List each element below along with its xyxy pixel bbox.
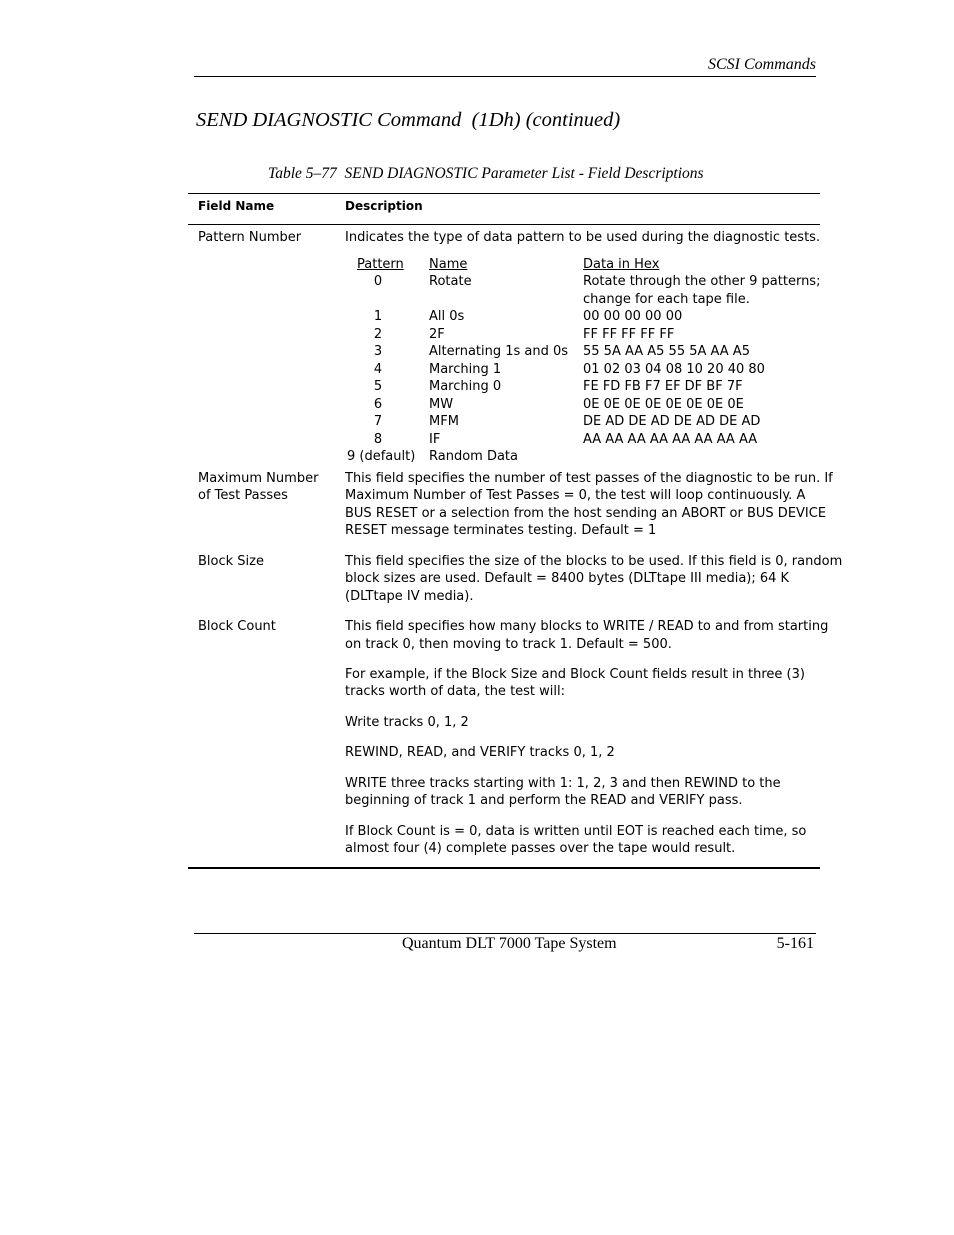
field-block-count: Block Count: [198, 619, 276, 634]
pattern-row-0-number: 0: [373, 274, 383, 289]
pattern-row-1-number: 1: [373, 309, 383, 324]
block-count-p6-line1: If Block Count is = 0, data is written until EOT is reached each time, so: [345, 824, 807, 839]
pattern-row-3-hex: 55 5A AA A5 55 5A AA A5: [583, 344, 750, 359]
pattern-row-6-name: MW: [429, 397, 454, 412]
running-header: SCSI Commands: [707, 56, 816, 73]
column-header-description: Description: [345, 199, 423, 213]
block-count-p4: REWIND, READ, and VERIFY tracks 0, 1, 2: [345, 745, 615, 760]
pattern-row-2-hex: FF FF FF FF FF: [583, 327, 675, 342]
block-count-p1-line1: This field specifies how many blocks to WRITE / READ to and from starting: [345, 619, 829, 634]
pattern-row-8-name: IF: [429, 432, 441, 447]
max-passes-desc-line2: Maximum Number of Test Passes = 0, the test will loop continuously. A: [345, 488, 806, 503]
table-bottom-rule: [188, 867, 820, 869]
subheader-pattern: Pattern: [357, 257, 404, 272]
subheader-data-in-hex: Data in Hex: [583, 257, 660, 272]
field-block-size: Block Size: [198, 554, 264, 569]
pattern-row-5-hex: FE FD FB F7 EF DF BF 7F: [583, 379, 743, 394]
block-count-p2-line2: tracks worth of data, the test will:: [345, 684, 566, 699]
section-title: SEND DIAGNOSTIC Command (1Dh) (continued): [196, 109, 621, 131]
block-count-p5-line2: beginning of track 1 and perform the READ and VERIFY pass.: [345, 793, 743, 808]
pattern-row-6-number: 6: [373, 397, 383, 412]
field-max-passes-line2: of Test Passes: [198, 488, 288, 503]
pattern-row-4-name: Marching 1: [429, 362, 502, 377]
pattern-row-3-name: Alternating 1s and 0s: [429, 344, 569, 359]
pattern-row-2-name: 2F: [429, 327, 445, 342]
pattern-row-1-hex: 00 00 00 00 00: [583, 309, 683, 324]
footer-title: Quantum DLT 7000 Tape System: [402, 935, 617, 952]
table-header-rule: [188, 224, 820, 225]
header-rule: [194, 76, 816, 77]
pattern-row-4-hex: 01 02 03 04 08 10 20 40 80: [583, 362, 765, 377]
block-count-p1-line2: on track 0, then moving to track 1. Default = 500.: [345, 637, 672, 652]
subheader-name: Name: [429, 257, 468, 272]
pattern-row-1-name: All 0s: [429, 309, 465, 324]
pattern-row-9-name: Random Data: [429, 449, 518, 464]
pattern-row-9-number: 9 (default): [347, 449, 416, 464]
field-pattern-number: Pattern Number: [198, 230, 302, 245]
max-passes-desc-line3: BUS RESET or a selection from the host sending an ABORT or BUS DEVICE: [345, 506, 827, 521]
field-max-passes-line1: Maximum Number: [198, 471, 319, 486]
table-top-rule: [188, 193, 820, 194]
pattern-row-0-hex-cont: change for each tape file.: [583, 292, 750, 307]
pattern-row-7-name: MFM: [429, 414, 459, 429]
pattern-row-6-hex: 0E 0E 0E 0E 0E 0E 0E 0E: [583, 397, 744, 412]
block-count-p3: Write tracks 0, 1, 2: [345, 715, 469, 730]
pattern-row-8-hex: AA AA AA AA AA AA AA AA: [583, 432, 758, 447]
block-size-desc-line3: (DLTtape IV media).: [345, 589, 474, 604]
block-count-p6-line2: almost four (4) complete passes over the tape would result.: [345, 841, 736, 856]
max-passes-desc-line1: This field specifies the number of test passes of the diagnostic to be run. If: [345, 471, 833, 486]
pattern-row-4-number: 4: [373, 362, 383, 377]
footer-rule: [194, 933, 816, 934]
pattern-row-5-number: 5: [373, 379, 383, 394]
pattern-row-7-hex: DE AD DE AD DE AD DE AD: [583, 414, 761, 429]
block-count-p2-line1: For example, if the Block Size and Block Count fields result in three (3): [345, 667, 805, 682]
block-size-desc-line1: This field specifies the size of the blocks to be used. If this field is 0, random: [345, 554, 843, 569]
page-number: 5-161: [776, 935, 814, 952]
pattern-row-3-number: 3: [373, 344, 383, 359]
column-header-field-name: Field Name: [198, 199, 275, 213]
block-count-p5-line1: WRITE three tracks starting with 1: 1, 2, 3 and then REWIND to the: [345, 776, 781, 791]
pattern-number-intro: Indicates the type of data pattern to be used during the diagnostic tests.: [345, 230, 821, 245]
pattern-row-0-name: Rotate: [429, 274, 472, 289]
block-size-desc-line2: block sizes are used. Default = 8400 bytes (DLTtape III media); 64 K: [345, 571, 790, 586]
table-caption: Table 5–77 SEND DIAGNOSTIC Parameter List - Field Descriptions: [268, 165, 704, 182]
pattern-row-2-number: 2: [373, 327, 383, 342]
pattern-row-7-number: 7: [373, 414, 383, 429]
pattern-row-0-hex: Rotate through the other 9 patterns;: [583, 274, 821, 289]
max-passes-desc-line4: RESET message terminates testing. Default = 1: [345, 523, 657, 538]
pattern-row-8-number: 8: [373, 432, 383, 447]
pattern-row-5-name: Marching 0: [429, 379, 502, 394]
